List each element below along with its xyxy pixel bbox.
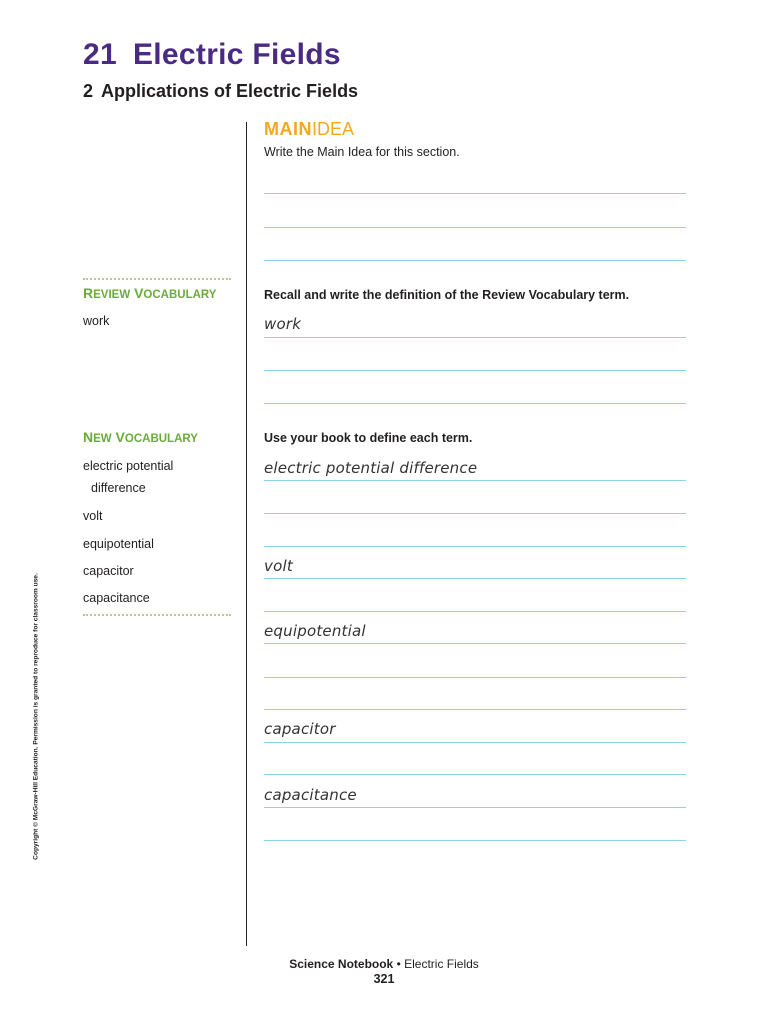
answer-capacitor: capacitor bbox=[264, 720, 336, 738]
new-vocab-term-capacitor: capacitor bbox=[83, 564, 134, 578]
review-vocab-term: work bbox=[83, 314, 110, 328]
main-idea-heading bbox=[264, 119, 354, 140]
main-idea-label-bold: MAIN bbox=[264, 119, 312, 139]
review-answer-line-2[interactable] bbox=[264, 370, 686, 371]
main-idea-instruction: Write the Main Idea for this section. bbox=[264, 145, 460, 159]
chapter-title-text: Electric Fields bbox=[132, 38, 341, 71]
footer-chapter: Electric Fields bbox=[404, 957, 479, 971]
answer-line-capacitance-2[interactable] bbox=[264, 840, 686, 841]
review-vocab-heading-rest-1: EVIEW bbox=[93, 289, 131, 301]
answer-line-capacitance-1[interactable] bbox=[264, 807, 686, 808]
main-idea-answer-line-1[interactable] bbox=[264, 193, 686, 194]
page-number: 321 bbox=[373, 972, 395, 986]
main-idea-label-light: IDEA bbox=[312, 119, 355, 139]
new-vocab-heading-cap-2: V bbox=[115, 429, 125, 445]
footer-separator: • bbox=[393, 957, 405, 971]
section-title bbox=[83, 81, 358, 102]
review-vocab-heading-rest-2: OCABULARY bbox=[143, 289, 217, 301]
new-vocab-term-difference: difference bbox=[91, 481, 146, 495]
answer-capacitance: capacitance bbox=[264, 786, 357, 804]
chapter-number: 21 bbox=[83, 38, 117, 71]
answer-line-equipotential-1[interactable] bbox=[264, 643, 686, 644]
column-divider bbox=[246, 122, 247, 946]
answer-line-epd-1[interactable] bbox=[264, 480, 686, 481]
new-vocab-term-electric-potential: electric potential bbox=[83, 459, 174, 473]
review-answer-line-1[interactable] bbox=[264, 337, 686, 338]
new-vocab-instruction: Use your book to define each term. bbox=[264, 431, 473, 445]
new-vocab-bottom-divider bbox=[83, 614, 231, 616]
answer-line-equipotential-3[interactable] bbox=[264, 709, 686, 710]
copyright-notice: Copyright © McGraw-Hill Education. Permission is granted to reproduce for classroom use. bbox=[32, 573, 40, 860]
answer-line-capacitor-2[interactable] bbox=[264, 774, 686, 775]
new-vocab-term-equipotential: equipotential bbox=[83, 537, 154, 551]
review-vocab-instruction: Recall and write the definition of the Review Vocabulary term. bbox=[264, 288, 630, 302]
new-vocab-term-volt: volt bbox=[83, 509, 103, 523]
review-answer-line-3[interactable] bbox=[264, 403, 686, 404]
answer-line-volt-1[interactable] bbox=[264, 578, 686, 579]
answer-line-epd-2[interactable] bbox=[264, 513, 686, 514]
footer-book: Science Notebook bbox=[289, 957, 394, 971]
review-answer-work: work bbox=[264, 315, 302, 333]
main-idea-answer-line-3[interactable] bbox=[264, 260, 686, 261]
footer bbox=[0, 957, 768, 971]
review-vocab-heading-cap-1: R bbox=[83, 285, 94, 301]
new-vocab-heading-rest-2: OCABULARY bbox=[124, 433, 198, 445]
answer-equipotential: equipotential bbox=[264, 622, 366, 640]
section-title-text: Applications of Electric Fields bbox=[101, 81, 359, 101]
answer-volt: volt bbox=[264, 557, 293, 575]
answer-line-epd-3[interactable] bbox=[264, 546, 686, 547]
new-vocab-heading-cap-1: N bbox=[83, 429, 94, 445]
chapter-title bbox=[83, 38, 341, 72]
answer-line-equipotential-2[interactable] bbox=[264, 677, 686, 678]
answer-line-volt-2[interactable] bbox=[264, 611, 686, 612]
review-vocab-top-divider bbox=[83, 278, 231, 280]
new-vocab-term-capacitance: capacitance bbox=[83, 591, 150, 605]
section-number: 2 bbox=[83, 81, 94, 101]
review-vocab-heading-cap-2: V bbox=[134, 285, 144, 301]
new-vocab-heading bbox=[83, 429, 198, 445]
main-idea-answer-line-2[interactable] bbox=[264, 227, 686, 228]
answer-electric-potential-difference: electric potential difference bbox=[264, 459, 478, 477]
review-vocab-heading bbox=[83, 285, 216, 301]
new-vocab-heading-rest-1: EW bbox=[93, 433, 112, 445]
answer-line-capacitor-1[interactable] bbox=[264, 742, 686, 743]
